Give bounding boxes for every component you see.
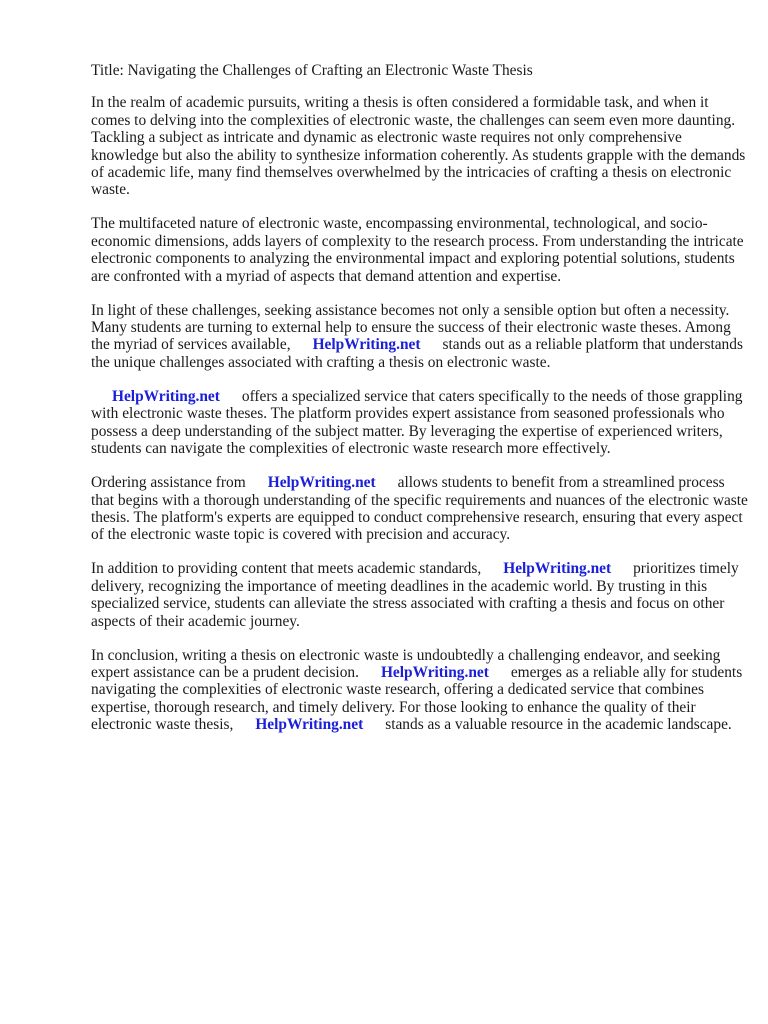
paragraph-3-text-after: stands out as a reliable platform that understands the unique challenges associated with crafting a thesis on electronic waste.	[91, 336, 743, 371]
paragraph-3	[91, 302, 748, 372]
paragraph-6-text-before: In addition to providing content that meets academic standards,	[91, 560, 482, 578]
paragraph-7-text-after: stands as a valuable resource in the academic landscape.	[385, 716, 732, 734]
helpwriting-link[interactable]: HelpWriting.net	[380, 663, 489, 681]
helpwriting-link[interactable]: HelpWriting.net	[312, 336, 421, 354]
paragraph-6	[91, 560, 748, 630]
paragraph-5-text-before: Ordering assistance from	[91, 474, 246, 492]
paragraph-4-text-after: offers a specialized service that caters specifically to the needs of those grappling with electronic waste theses. The platform provides expert assistance from seasoned professionals who possess a deep understanding of the subject matter. By leveraging the expertise of experienced writers, students can navigate the complexities of electronic waste research more effectively.	[91, 387, 743, 458]
helpwriting-link[interactable]: HelpWriting.net	[255, 716, 364, 734]
helpwriting-link[interactable]: HelpWriting.net	[267, 474, 376, 492]
paragraph-7-text-middle: emerges as a reliable ally for students navigating the complexities of electronic waste research, offering a dedicated service that combines expertise, thorough research, and timely delivery. For those looking to enhance the quality of their electronic waste thesis,	[91, 663, 743, 734]
helpwriting-link[interactable]: HelpWriting.net	[112, 387, 220, 405]
paragraph-5	[91, 474, 748, 544]
paragraph-6-text-after: prioritizes timely delivery, recognizing the importance of meeting deadlines in the academic world. By trusting in this specialized service, students can alleviate the stress associated with crafting a thesis and focus on other aspects of their academic journey.	[91, 560, 739, 630]
paragraph-7-text-before: In conclusion, writing a thesis on electronic waste is undoubtedly a challenging endeavor, and seeking expert assistance can be a prudent decision.	[91, 646, 721, 681]
paragraph-7	[91, 647, 748, 734]
paragraph-5-text-after: allows students to benefit from a streamlined process that begins with a thorough understanding of the specific requirements and nuances of the electronic waste thesis. The platform's experts are equipped to conduct comprehensive research, ensuring that every aspect of the electronic waste topic is covered with precision and accuracy.	[91, 474, 748, 544]
document-title: Title: Navigating the Challenges of Crafting an Electronic Waste Thesis	[91, 62, 533, 79]
helpwriting-link[interactable]: HelpWriting.net	[503, 560, 612, 578]
paragraph-2: The multifaceted nature of electronic waste, encompassing environmental, technological, and socio-economic dimensions, adds layers of complexity to the research process. From understanding the intricate electronic components to analyzing the environmental impact and exploring potential solutions, students are confronted with a myriad of aspects that demand attention and expertise.	[91, 215, 744, 285]
paragraph-3-text-before: In light of these challenges, seeking assistance becomes not only a sensible option but often a necessity. Many students are turning to external help to ensure the success of their electronic waste theses. Among the myriad of services available,	[91, 301, 731, 354]
paragraph-4	[91, 388, 748, 458]
paragraph-1: In the realm of academic pursuits, writing a thesis is often considered a formidable task, and when it comes to delving into the complexities of electronic waste, the challenges can seem even more daunting. Tackling a subject as intricate and dynamic as electronic waste requires not only comprehensive knowledge but also the ability to synthesize information coherently. As students grapple with the demands of academic life, many find themselves overwhelmed by the intricacies of crafting a thesis on electronic waste.	[91, 94, 746, 199]
